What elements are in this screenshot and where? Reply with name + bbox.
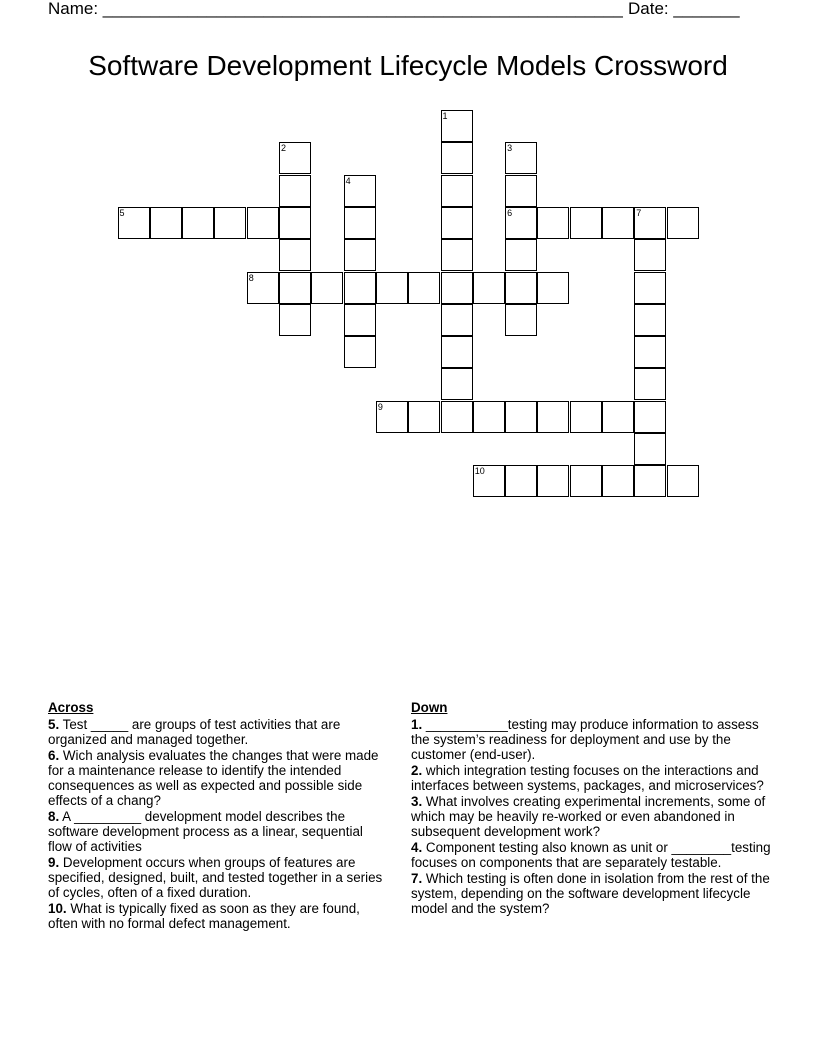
- crossword-cell[interactable]: [182, 207, 214, 239]
- crossword-grid: [0, 0, 816, 520]
- crossword-cell[interactable]: [667, 465, 699, 497]
- down-heading: Down: [411, 700, 448, 715]
- crossword-cell[interactable]: [279, 239, 311, 271]
- crossword-cell[interactable]: [279, 175, 311, 207]
- crossword-cell[interactable]: [473, 401, 505, 433]
- crossword-cell[interactable]: [634, 401, 666, 433]
- crossword-cell[interactable]: [279, 142, 311, 174]
- crossword-cell[interactable]: [441, 304, 473, 336]
- crossword-cell[interactable]: [214, 207, 246, 239]
- down-clues: [411, 700, 771, 917]
- clue-number-label: 1: [442, 111, 448, 121]
- crossword-cell[interactable]: [344, 272, 376, 304]
- clue-across-5: [48, 717, 388, 747]
- clue-number: 8.: [48, 809, 60, 824]
- crossword-cell[interactable]: [344, 207, 376, 239]
- crossword-cell[interactable]: [634, 368, 666, 400]
- crossword-cell[interactable]: [505, 272, 537, 304]
- clue-text: Wich analysis evaluates the changes that were made for a maintenance release to identify the intended consequences as well as expected and possible side effects of a chang?: [48, 748, 379, 808]
- clue-number: 4.: [411, 840, 423, 855]
- clue-number-label: 6: [507, 207, 513, 218]
- crossword-cell[interactable]: [634, 304, 666, 336]
- clue-number-label: 3: [507, 143, 513, 154]
- crossword-cell[interactable]: [441, 110, 473, 142]
- clue-text: What is typically fixed as soon as they are found, often with no formal defect management.: [48, 901, 360, 931]
- crossword-cell[interactable]: [634, 433, 666, 465]
- clue-down-7: [411, 871, 771, 916]
- clue-text: Component testing also known as unit or ________testing focuses on components that are separately testable.: [411, 840, 771, 870]
- crossword-cell[interactable]: [505, 207, 537, 239]
- crossword-cell[interactable]: [505, 175, 537, 207]
- crossword-cell[interactable]: [505, 401, 537, 433]
- crossword-cell[interactable]: [570, 465, 602, 497]
- crossword-cell[interactable]: [441, 239, 473, 271]
- crossword-cell[interactable]: [570, 207, 602, 239]
- crossword-cell[interactable]: [505, 304, 537, 336]
- name-field-label: Name: _______________________________________________________: [48, 0, 623, 18]
- clue-number-label: 7: [636, 207, 642, 218]
- crossword-cell[interactable]: [247, 207, 279, 239]
- crossword-cell[interactable]: [311, 272, 343, 304]
- crossword-cell[interactable]: [247, 272, 279, 304]
- clue-text: What involves creating experimental increments, some of which may be heavily re-worked or even abandoned in subsequent development work?: [411, 794, 766, 839]
- clue-text: Development occurs when groups of features are specified, designed, built, and tested together in a series of cycles, often of a fixed duration.: [48, 855, 383, 900]
- clue-down-3: [411, 794, 771, 839]
- crossword-cell[interactable]: [376, 401, 408, 433]
- crossword-cell[interactable]: [537, 272, 569, 304]
- crossword-cell[interactable]: [602, 401, 634, 433]
- clue-number-label: 8: [248, 272, 254, 283]
- crossword-cell[interactable]: [602, 207, 634, 239]
- clue-across-8: [48, 809, 388, 854]
- clue-down-4: [411, 840, 771, 870]
- crossword-cell[interactable]: [505, 239, 537, 271]
- crossword-cell[interactable]: [537, 401, 569, 433]
- clue-text: ___________testing may produce information to assess the system’s readiness for deployment and use by the customer (end-user).: [411, 717, 759, 762]
- crossword-cell[interactable]: [667, 207, 699, 239]
- crossword-cell[interactable]: [634, 239, 666, 271]
- across-heading: Across: [48, 700, 94, 715]
- clue-number-label: 4: [345, 175, 351, 186]
- clue-text: A _________ development model describes the software development process as a linear, sequential flow of activities: [48, 809, 363, 854]
- crossword-cell[interactable]: [441, 368, 473, 400]
- clue-number: 6.: [48, 748, 60, 763]
- crossword-cell[interactable]: [634, 336, 666, 368]
- crossword-cell[interactable]: [634, 465, 666, 497]
- clue-number: 1.: [411, 717, 423, 732]
- crossword-cell[interactable]: [473, 465, 505, 497]
- crossword-cell[interactable]: [537, 207, 569, 239]
- clue-across-9: [48, 855, 388, 900]
- clue-down-2: [411, 763, 771, 793]
- clue-text: Test _____ are groups of test activities that are organized and managed together.: [48, 717, 341, 747]
- crossword-cell[interactable]: [441, 207, 473, 239]
- clue-across-10: [48, 901, 388, 931]
- across-clues: [48, 700, 388, 932]
- crossword-cell[interactable]: [344, 175, 376, 207]
- crossword-cell[interactable]: [602, 465, 634, 497]
- date-field-label: Date: _______: [628, 0, 740, 18]
- crossword-cell[interactable]: [505, 142, 537, 174]
- clue-down-1: [411, 717, 771, 762]
- crossword-cell[interactable]: [118, 207, 150, 239]
- clue-number: 5.: [48, 717, 60, 732]
- crossword-cell[interactable]: [408, 272, 440, 304]
- clue-number: 10.: [48, 901, 67, 916]
- crossword-cell[interactable]: [408, 401, 440, 433]
- crossword-cell[interactable]: [279, 207, 311, 239]
- crossword-cell[interactable]: [537, 465, 569, 497]
- crossword-cell[interactable]: [376, 272, 408, 304]
- clue-text: which integration testing focuses on the interactions and interfaces between systems, packages, and microservices?: [411, 763, 764, 793]
- crossword-cell[interactable]: [344, 239, 376, 271]
- crossword-cell[interactable]: [441, 336, 473, 368]
- crossword-cell[interactable]: [634, 207, 666, 239]
- crossword-cell[interactable]: [441, 401, 473, 433]
- crossword-cell[interactable]: [344, 304, 376, 336]
- crossword-cell[interactable]: [279, 272, 311, 304]
- clue-number: 9.: [48, 855, 60, 870]
- crossword-cell[interactable]: [441, 142, 473, 174]
- crossword-cell[interactable]: [570, 401, 602, 433]
- crossword-cell[interactable]: [505, 465, 537, 497]
- crossword-cell[interactable]: [150, 207, 182, 239]
- crossword-cell[interactable]: [634, 272, 666, 304]
- crossword-cell[interactable]: [441, 175, 473, 207]
- clue-number-label: 2: [281, 143, 287, 154]
- page-title: Software Development Lifecycle Models Crossword: [88, 50, 728, 81]
- clue-number: 2.: [411, 763, 423, 778]
- clue-across-6: [48, 748, 388, 808]
- crossword-cell[interactable]: [279, 304, 311, 336]
- clue-number-label: 5: [119, 207, 125, 218]
- clue-number: 7.: [411, 871, 423, 886]
- crossword-cell[interactable]: [441, 272, 473, 304]
- crossword-cell[interactable]: [473, 272, 505, 304]
- clue-number-label: 9: [377, 401, 383, 412]
- clue-number: 3.: [411, 794, 423, 809]
- crossword-cell[interactable]: [344, 336, 376, 368]
- clue-text: Which testing is often done in isolation from the rest of the system, depending on the software development lifecycle model and the system?: [411, 871, 770, 916]
- clue-number-label: 10: [474, 466, 485, 477]
